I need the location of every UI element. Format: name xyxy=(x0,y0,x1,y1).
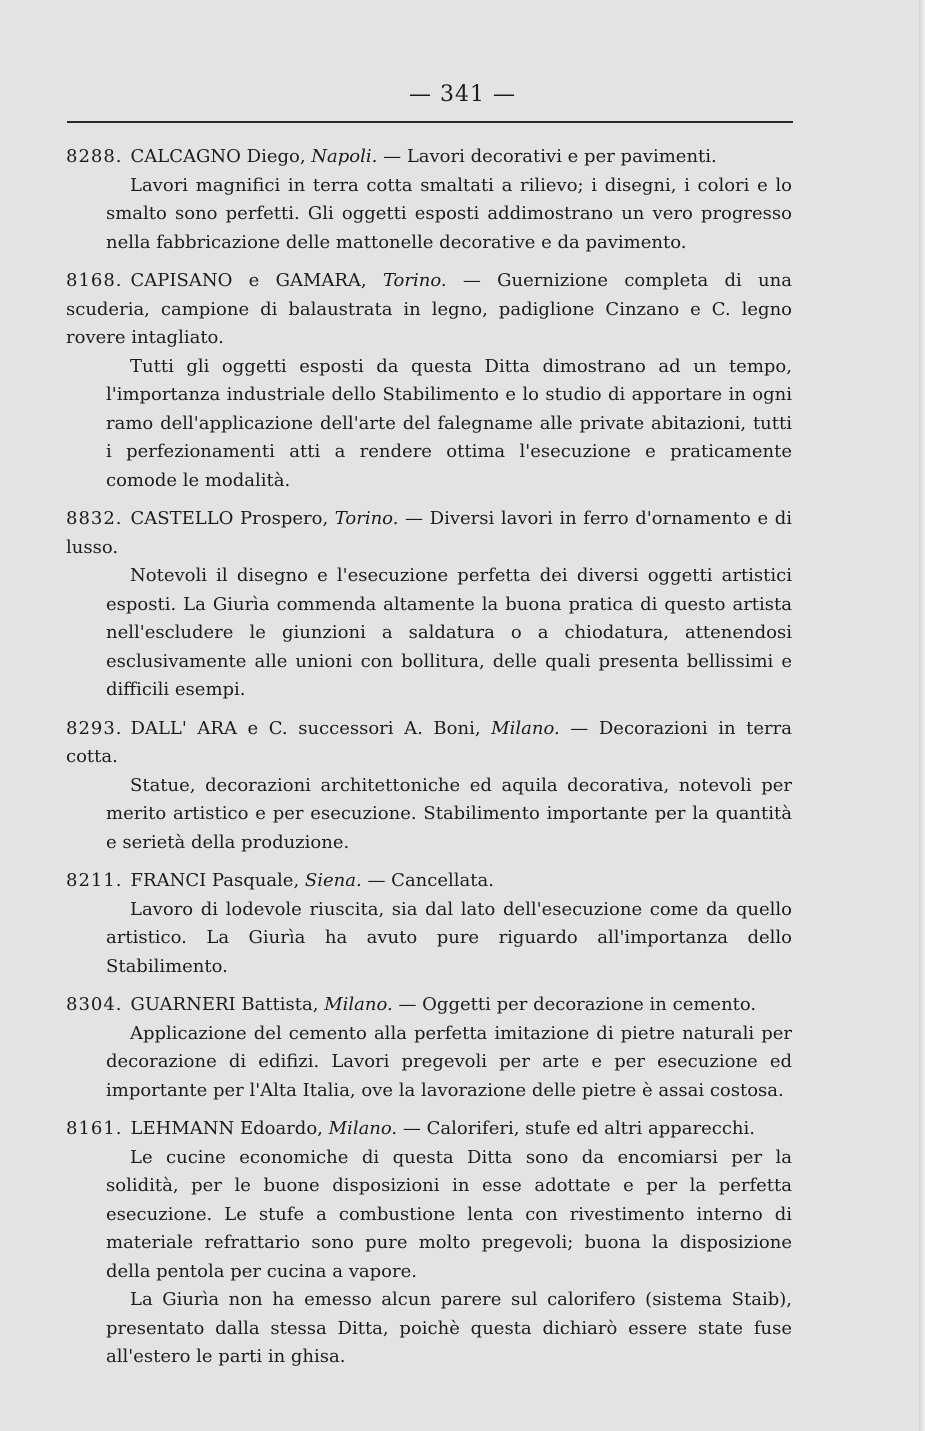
entry-number: 8832. xyxy=(66,508,123,529)
exhibitor-place: Milano. xyxy=(328,1118,398,1139)
exhibitor-place: Torino. xyxy=(382,270,447,291)
entry-number: 8288. xyxy=(66,146,123,167)
entry-subject: — Lavori decorativi e per pavimenti. xyxy=(383,146,717,167)
entry-subject: — Guernizione completa di una scuderia, campione di balaustrata in legno, padiglione Cinzano e C. legno rovere intagliato. xyxy=(66,270,792,348)
entry-heading xyxy=(66,867,792,896)
exhibitor-name: CASTELLO Prospero, xyxy=(130,508,329,529)
jury-comment: Notevoli il disegno e l'esecuzione perfetta dei diversi oggetti artistici esposti. La Giurìa commenda altamente la buona pratica di questo artista nell'escludere le giunzioni a saldatura o a chiodatura, attenendosi esclusivamente alle unioni con bollitura, delle quali presenta bellissimi e difficili esempi. xyxy=(106,565,792,700)
entry-heading xyxy=(66,505,792,562)
entry-heading xyxy=(66,715,792,772)
header-rule xyxy=(67,121,793,123)
entry-number: 8161. xyxy=(66,1118,123,1139)
exhibitor-place: Milano. xyxy=(324,994,393,1015)
page-edge xyxy=(919,0,925,1431)
entry-subject: — Decorazioni in terra cotta. xyxy=(66,717,792,767)
exhibitor-entry xyxy=(66,867,792,981)
entry-subject: — Caloriferi, stufe ed altri apparecchi. xyxy=(402,1118,755,1139)
exhibitor-place: Milano. xyxy=(491,717,560,739)
entry-number: 8304. xyxy=(66,994,123,1015)
entry-number: 8293. xyxy=(66,717,123,739)
entry-heading xyxy=(66,1115,792,1144)
exhibitor-place: Napoli. xyxy=(311,146,378,167)
jury-comment: Tutti gli oggetti esposti da questa Ditta dimostrano ad un tempo, l'importanza industriale dello Stabilimento e lo studio di apportare in ogni ramo dell'applicazione dell'arte del falegname alle private abitazioni, tutti i perfezionamenti atti a rendere ottima l'esecuzione e praticamente comode le modalità. xyxy=(106,355,792,491)
exhibitor-name: CALCAGNO Diego, xyxy=(130,146,306,167)
exhibitor-place: Torino. xyxy=(334,508,399,529)
entry-heading xyxy=(66,267,792,353)
exhibitor-entry xyxy=(66,505,792,705)
page-number: — 341 — xyxy=(409,82,516,107)
entry-number: 8211. xyxy=(66,870,123,891)
exhibitor-name: CAPISANO e GAMARA, xyxy=(130,270,367,291)
exhibitor-entry xyxy=(66,267,792,495)
entry-subject: — Oggetti per decorazione in cemento. xyxy=(398,994,757,1015)
exhibitor-entry xyxy=(66,991,792,1105)
exhibitor-name: LEHMANN Edoardo, xyxy=(130,1118,323,1139)
entry-list xyxy=(66,143,792,1372)
jury-comment: Lavoro di lodevole riuscita, sia dal lato dell'esecuzione come da quello artistico. La Giurìa ha avuto pure riguardo all'importanza dello Stabilimento. xyxy=(106,898,792,977)
exhibitor-entry xyxy=(66,715,792,858)
exhibitor-name: FRANCI Pasquale, xyxy=(130,870,300,891)
exhibitor-place: Siena. xyxy=(304,870,362,891)
entry-number: 8168. xyxy=(66,270,123,291)
jury-comment: Lavori magnifici in terra cotta smaltati a rilievo; i disegni, i colori e lo smalto sono perfetti. Gli oggetti esposti addimostrano un vero progresso nella fabbricazione delle mattonelle decorative e da pavimento. xyxy=(106,174,792,253)
exhibitor-entry xyxy=(66,143,792,257)
exhibitor-name: GUARNERI Battista, xyxy=(130,994,319,1015)
jury-comment: La Giurìa non ha emesso alcun parere sul calorifero (sistema Staib), presentato dalla stessa Ditta, poichè questa dichiarò essere state fuse all'estero le parti in ghisa. xyxy=(106,1289,792,1367)
entry-heading xyxy=(66,991,792,1020)
entry-subject: — Diversi lavori in ferro d'ornamento e di lusso. xyxy=(66,508,792,558)
exhibitor-entry xyxy=(66,1115,792,1372)
jury-comment: Applicazione del cemento alla perfetta imitazione di pietre naturali per decorazione di edifizi. Lavori pregevoli per arte e per esecuzione ed importante per l'Alta Italia, ove la lavorazione delle pietre è assai costosa. xyxy=(106,1022,792,1101)
entry-heading xyxy=(66,143,792,172)
jury-comment: Statue, decorazioni architettoniche ed aquila decorativa, notevoli per merito artistico e per esecuzione. Stabilimento importante per la quantità e serietà della produzione. xyxy=(106,774,792,853)
jury-comment: Le cucine economiche di questa Ditta sono da encomiarsi per la solidità, per le buone disposizioni in esse adottate e per la perfetta esecuzione. Le stufe a combustione lenta con rivestimento interno di materiale refrattario sono pure molto pregevoli; buona la disposizione della pentola per cucina a vapore. xyxy=(106,1146,792,1282)
entry-subject: — Cancellata. xyxy=(367,870,494,891)
exhibitor-name: DALL' ARA e C. successori A. Boni, xyxy=(130,717,481,739)
